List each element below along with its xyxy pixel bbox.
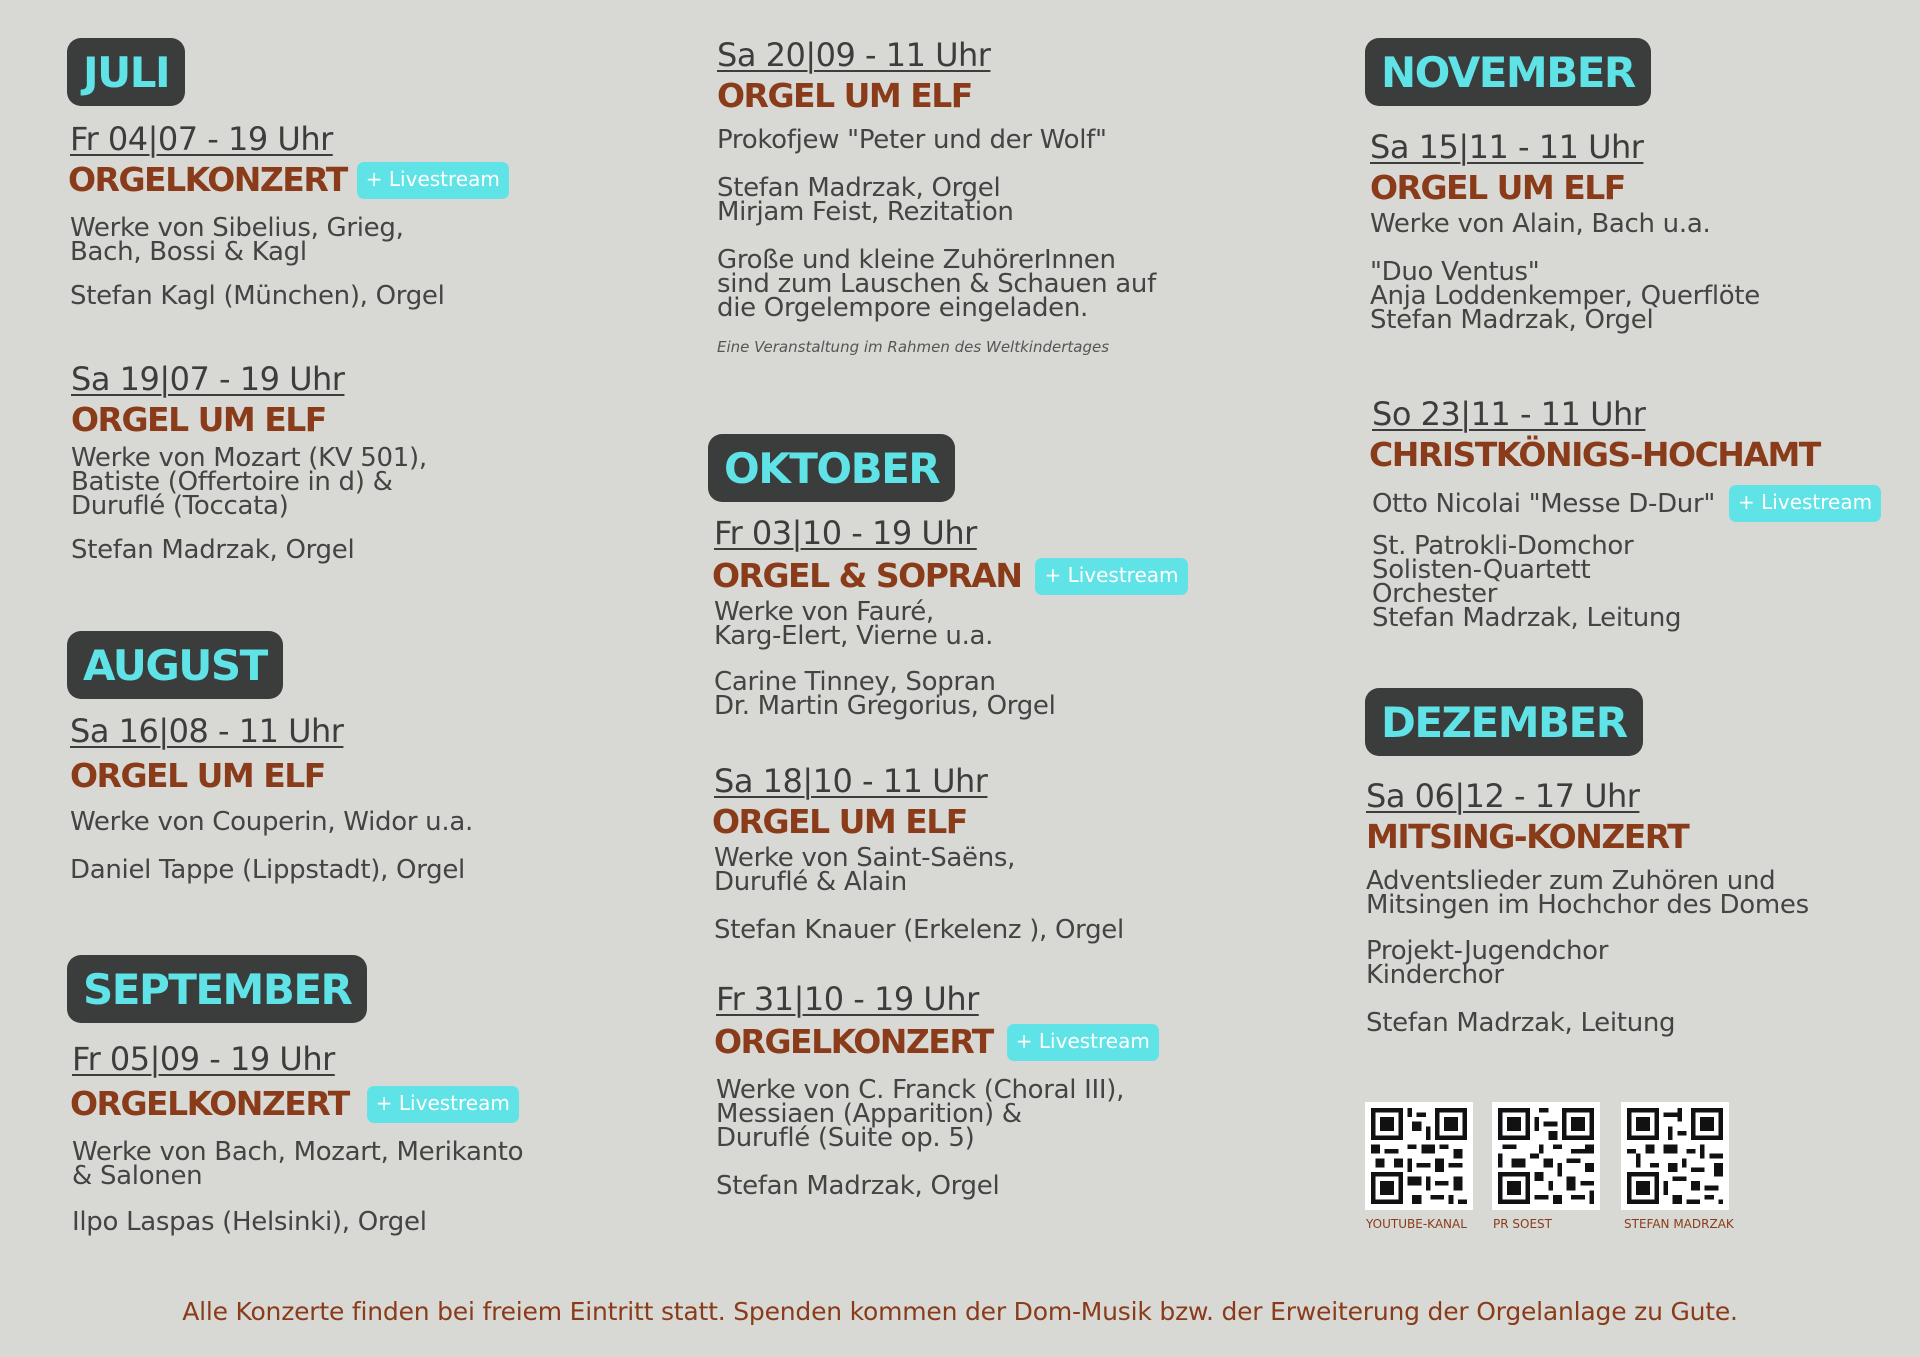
event-performers <box>714 915 1124 945</box>
event-text-line: Orchester <box>1372 579 1498 609</box>
event-works <box>72 1137 524 1191</box>
event-oct03 <box>712 514 1188 721</box>
qr-label-stefan-madrzak: STEFAN MADRZAK <box>1624 1217 1734 1231</box>
event-text-line: Kinderchor <box>1366 960 1504 990</box>
event-text-line: Mirjam Feist, Rezitation <box>717 197 1014 227</box>
event-text-line: Stefan Madrzak, Orgel <box>71 535 355 565</box>
event-performers <box>714 667 1188 721</box>
qr-code-youtube[interactable] <box>1365 1102 1473 1210</box>
livestream-badge: + Livestream <box>367 1086 519 1123</box>
qr-code-icon <box>1371 1108 1467 1204</box>
event-text-line: St. Patrokli-Domchor <box>1372 531 1634 561</box>
event-text-line: Messiaen (Apparition) & <box>716 1099 1022 1129</box>
event-text-line: Werke von Couperin, Widor u.a. <box>70 807 473 837</box>
month-header-august: AUGUST <box>67 631 283 699</box>
event-title: MITSING-KONZERT <box>1366 817 1689 856</box>
event-works <box>714 843 1124 897</box>
event-date: Sa 16|08 - 11 Uhr <box>70 712 344 750</box>
month-header-juli: JULI <box>67 38 185 106</box>
event-performers <box>72 1207 523 1237</box>
event-text-line: die Orgelempore eingeladen. <box>717 293 1089 323</box>
event-oct31 <box>714 980 1159 1201</box>
event-title: ORGEL UM ELF <box>717 76 972 115</box>
event-text-line: Stefan Knauer (Erkelenz ), Orgel <box>714 915 1124 945</box>
month-header-dezember: DEZEMBER <box>1365 688 1643 756</box>
month-header-november: NOVEMBER <box>1365 38 1651 106</box>
event-date: Sa 18|10 - 11 Uhr <box>714 762 988 800</box>
event-text-line: Ilpo Laspas (Helsinki), Orgel <box>72 1207 427 1237</box>
qr-code-icon <box>1498 1108 1594 1204</box>
event-works <box>71 443 427 521</box>
event-performers <box>717 173 1156 227</box>
event-text-line: Dr. Martin Gregorius, Orgel <box>714 691 1056 721</box>
event-text-line: Stefan Madrzak, Leitung <box>1372 603 1682 633</box>
event-text-line: Mitsingen im Hochchor des Domes <box>1366 890 1809 920</box>
event-text-line: Batiste (Offertoire in d) & <box>71 467 393 497</box>
event-text-line: Stefan Madrzak, Orgel <box>716 1171 1000 1201</box>
event-date: So 23|11 - 11 Uhr <box>1372 395 1646 433</box>
footer-note: Alle Konzerte finden bei freiem Eintritt statt. Spenden kommen der Dom-Musik bzw. der Erweiterung der Orgelanlage zu Gute. <box>182 1297 1738 1326</box>
event-title: CHRISTKÖNIGS-HOCHAMT <box>1369 435 1820 474</box>
event-text-line: & Salonen <box>72 1161 203 1191</box>
event-title: ORGELKONZERT <box>68 160 347 199</box>
event-date: Sa 20|09 - 11 Uhr <box>717 36 991 74</box>
event-date: Sa 19|07 - 19 Uhr <box>71 360 345 398</box>
livestream-badge: + Livestream <box>1035 558 1187 595</box>
event-performers <box>716 1171 1159 1201</box>
event-dec06 <box>1366 777 1809 1038</box>
event-text-line: Große und kleine ZuhörerInnen <box>717 245 1116 275</box>
event-title: ORGEL & SOPRAN <box>712 556 1022 595</box>
event-works: Otto Nicolai "Messe D-Dur" <box>1372 488 1716 519</box>
qr-code-stefan-madrzak[interactable] <box>1621 1102 1729 1210</box>
livestream-badge: + Livestream <box>1729 485 1881 522</box>
event-nov15 <box>1370 128 1760 335</box>
event-text-line: Stefan Madrzak, Orgel <box>1370 305 1654 335</box>
event-note: Eine Veranstaltung im Rahmen des Weltkindertages <box>717 338 1110 356</box>
event-title: ORGEL UM ELF <box>712 802 967 841</box>
event-text-line: Werke von Saint-Saëns, <box>714 843 1016 873</box>
event-text-line: Karg-Elert, Vierne u.a. <box>714 621 994 651</box>
event-nov23 <box>1369 395 1881 633</box>
event-date: Fr 05|09 - 19 Uhr <box>72 1040 335 1078</box>
event-text-line: Bach, Bossi & Kagl <box>70 237 307 267</box>
event-works <box>714 597 1188 651</box>
event-invitation <box>717 245 1156 323</box>
qr-code-pr-soest[interactable] <box>1492 1102 1600 1210</box>
event-works <box>717 125 1156 155</box>
qr-code-icon <box>1627 1108 1723 1204</box>
month-header-september: SEPTEMBER <box>67 955 367 1023</box>
event-leader <box>1366 1008 1809 1038</box>
livestream-badge: + Livestream <box>1007 1024 1159 1061</box>
event-works <box>70 213 509 267</box>
event-performers <box>1366 936 1809 990</box>
event-jul04 <box>68 120 509 311</box>
event-title: ORGEL UM ELF <box>70 756 325 795</box>
event-text-line: Werke von Mozart (KV 501), <box>71 443 427 473</box>
event-text-line: Werke von Bach, Mozart, Merikanto <box>72 1137 524 1167</box>
event-text-line: Stefan Kagl (München), Orgel <box>70 281 445 311</box>
event-text-line: Duruflé (Suite op. 5) <box>716 1123 975 1153</box>
qr-label-youtube: YOUTUBE-KANAL <box>1366 1217 1467 1231</box>
event-text-line: Werke von Alain, Bach u.a. <box>1370 209 1711 239</box>
event-sep20 <box>717 36 1156 356</box>
event-sep05 <box>70 1040 524 1237</box>
event-text-line: Prokofjew "Peter und der Wolf" <box>717 125 1107 155</box>
event-text-line: Projekt-Jugendchor <box>1366 936 1609 966</box>
event-text-line: Stefan Madrzak, Leitung <box>1366 1008 1676 1038</box>
event-date: Sa 06|12 - 17 Uhr <box>1366 777 1640 815</box>
event-text-line: Stefan Madrzak, Orgel <box>717 173 1001 203</box>
event-performers <box>71 535 427 565</box>
event-title: ORGEL UM ELF <box>71 400 326 439</box>
event-text-line: Anja Loddenkemper, Querflöte <box>1370 281 1760 311</box>
event-text-line: Carine Tinney, Sopran <box>714 667 996 697</box>
event-performers <box>1372 531 1881 633</box>
event-text-line: Duruflé (Toccata) <box>71 491 289 521</box>
event-text-line: Daniel Tappe (Lippstadt), Orgel <box>70 855 465 885</box>
event-text-line: Duruflé & Alain <box>714 867 907 897</box>
event-text-line: Werke von C. Franck (Choral III), <box>716 1075 1125 1105</box>
event-oct18 <box>712 762 1124 945</box>
event-performers <box>70 855 473 885</box>
event-performers <box>1370 257 1760 335</box>
event-text-line: Solisten-Quartett <box>1372 555 1591 585</box>
event-date: Sa 15|11 - 11 Uhr <box>1370 128 1644 166</box>
qr-label-pr-soest: PR SOEST <box>1493 1217 1552 1231</box>
event-title: ORGELKONZERT <box>714 1022 993 1061</box>
event-jul19 <box>71 360 427 565</box>
event-text-line: Werke von Sibelius, Grieg, <box>70 213 404 243</box>
event-aug16 <box>70 712 473 885</box>
event-title: ORGEL UM ELF <box>1370 168 1625 207</box>
event-text-line: "Duo Ventus" <box>1370 257 1540 287</box>
event-date: Fr 31|10 - 19 Uhr <box>716 980 979 1018</box>
event-text-line: Adventslieder zum Zuhören und <box>1366 866 1776 896</box>
event-date: Fr 04|07 - 19 Uhr <box>70 120 333 158</box>
month-header-oktober: OKTOBER <box>708 434 955 502</box>
event-title: ORGELKONZERT <box>70 1084 349 1123</box>
event-text-line: sind zum Lauschen & Schauen auf <box>717 269 1156 299</box>
event-works <box>1370 209 1760 239</box>
event-performers <box>70 281 509 311</box>
event-date: Fr 03|10 - 19 Uhr <box>714 514 977 552</box>
event-works <box>1366 866 1809 920</box>
event-works <box>716 1075 1159 1153</box>
livestream-badge: + Livestream <box>357 162 509 199</box>
event-text-line: Werke von Fauré, <box>714 597 934 627</box>
event-works <box>70 807 473 837</box>
